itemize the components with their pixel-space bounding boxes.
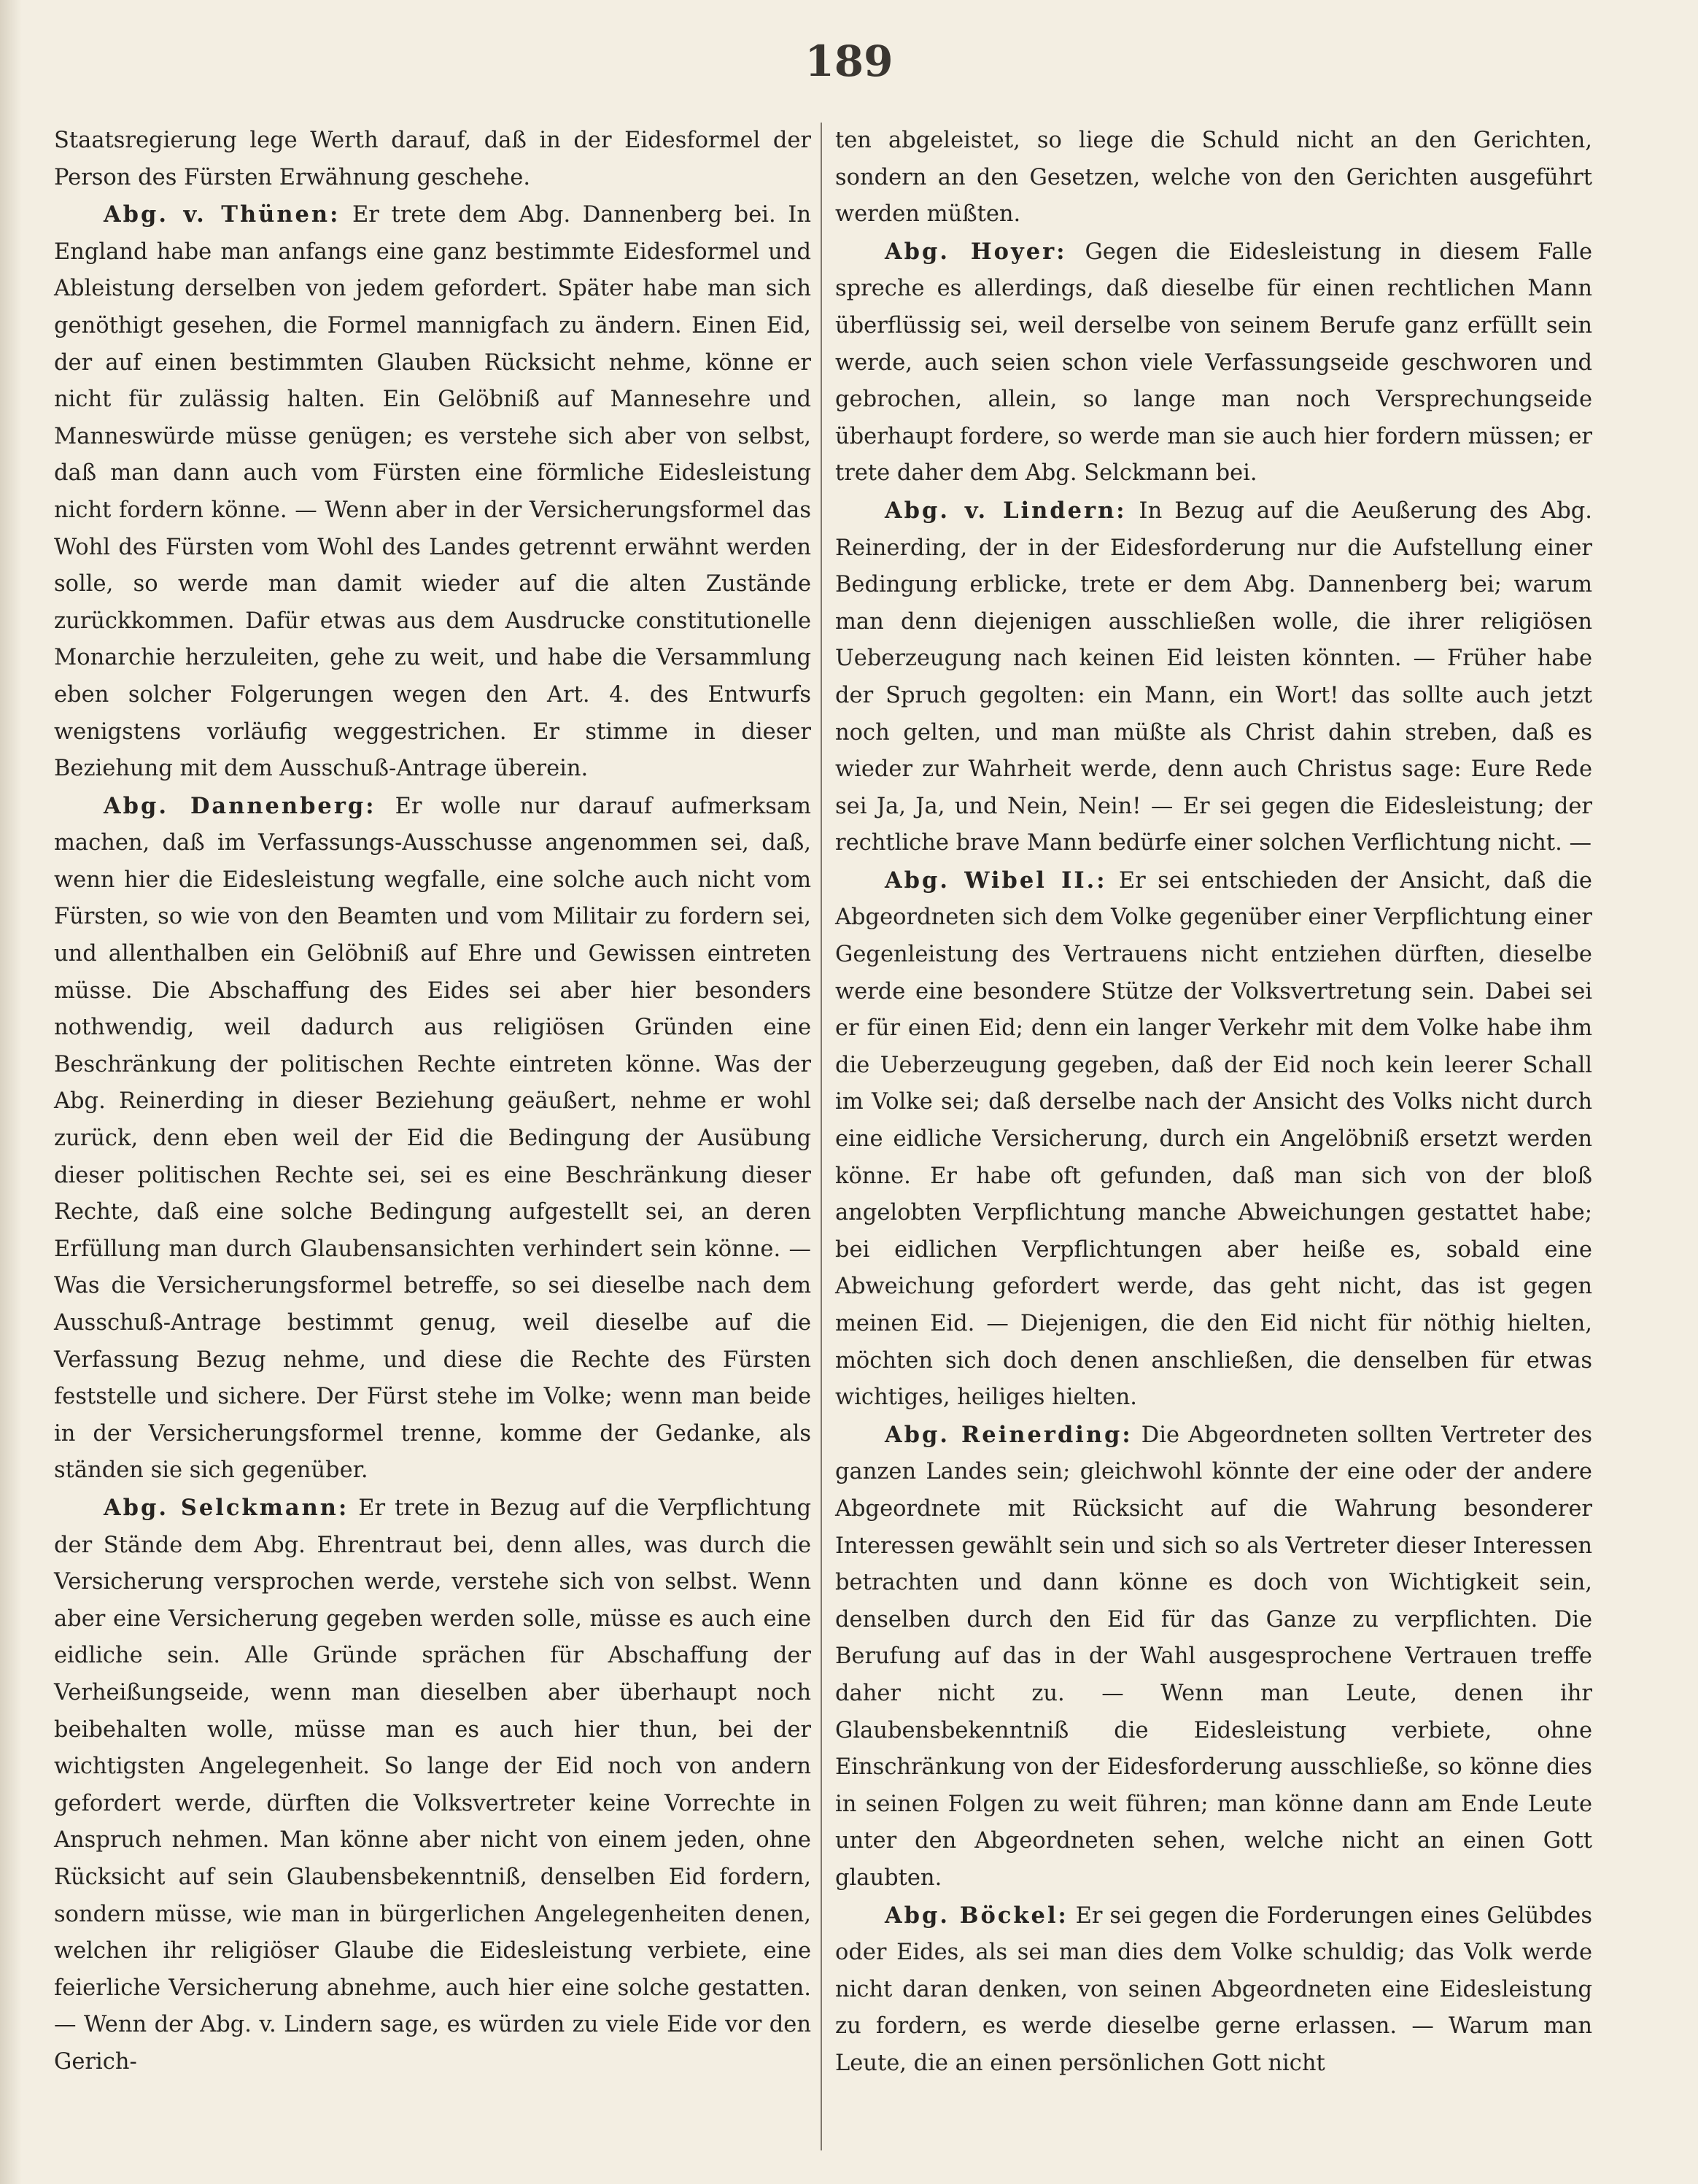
paragraph xyxy=(54,123,811,196)
paragraph xyxy=(835,492,1592,862)
paragraph-text: Er wolle nur darauf aufmerksam machen, daß im Verfassungs-Ausschusse angenommen sei, daß, wenn hier die Eidesleistung wegfalle, eine solche auch nicht vom Fürsten, so wie von den Beamten und vom Militair zu fordern sei, und allenthalben ein Gelöbniß auf Ehre und Gewissen eintreten müsse. Die Abschaffung des Eides sei aber hier besonders nothwendig, weil dadurch aus religiösen Gründen eine Beschränkung der politischen Rechte eintreten könne. Was der Abg. Reinerding in dieser Beziehung geäußert, nehme er wohl zurück, denn eben weil der Eid die Bedingung der Ausübung dieser politischen Rechte sei, sei es eine Beschränkung dieser Rechte, daß eine solche Bedingung aufgestellt sei, an deren Erfüllung man durch Glaubensansichten verhindert sein könne. — Was die Versicherungsformel betreffe, so sei dieselbe nach dem Ausschuß-Antrage bestimmt genug, weil dieselbe auf die Verfassung Bezug nehme, und diese die Rechte des Fürsten feststelle und sichere. Der Fürst stehe im Volke; wenn man beide in der Versicherungsformel trenne, komme der Gedanke, als ständen sie sich gegenüber. xyxy=(54,793,811,1484)
paragraph xyxy=(835,233,1592,492)
binding-shadow xyxy=(0,0,22,2184)
page-number: 189 xyxy=(805,36,893,86)
paragraph xyxy=(835,1417,1592,1897)
speaker-label: Abg. Dannenberg: xyxy=(104,792,376,819)
speaker-label: Abg. Wibel II.: xyxy=(885,867,1107,894)
speaker-label: Abg. Reinerding: xyxy=(885,1421,1133,1448)
paragraph-text: Er sei entschieden der Ansicht, daß die Abgeordneten sich dem Volke gegenüber einer Verpflichtung einer Gegenleistung des Vertrauens nicht entziehen dürften, dieselbe werde eine besondere Stütze der Volksvertretung sein. Dabei sei er für einen Eid; denn ein langer Verkehr mit dem Volke habe ihm die Ueberzeugung gegeben, daß der Eid noch kein leerer Schall im Volke sei; daß derselbe nach der Ansicht des Volks nicht durch eine eidliche Versicherung, durch ein Angelöbniß ersetzt werden könne. Er habe oft gefunden, daß man sich von der bloß angelobten Verpflichtung manche Abweichungen gestattet habe; bei eidlichen Verpflichtungen aber heiße es, sobald eine Abweichung gefordert werde, das geht nicht, das ist gegen meinen Eid. — Diejenigen, die den Eid nicht für nöthig hielten, möchten sich doch denen anschließen, die denselben für etwas wichtiges, heiliges hielten. xyxy=(835,867,1592,1411)
paragraph-text: ten abgeleistet, so liege die Schuld nicht an den Gerichten, sondern an den Gesetzen, welche von den Gerichten ausgeführt werden müßten. xyxy=(835,128,1592,228)
speaker-label: Abg. v. Thünen: xyxy=(104,201,341,228)
paragraph xyxy=(54,1490,811,2081)
paragraph xyxy=(54,788,811,1490)
speaker-label: Abg. Böckel: xyxy=(885,1902,1069,1929)
column-divider xyxy=(821,123,822,2150)
paragraph-text: Staatsregierung lege Werth darauf, daß in der Eidesformel der Person des Fürsten Erwähnung geschehe. xyxy=(54,128,811,190)
paragraph-text: Die Abgeordneten sollten Vertreter des ganzen Landes sein; gleichwohl könnte der eine oder der andere Abgeordnete mit Rücksicht auf die Wahrung besonderer Interessen gewählt sein und sich so als Vertreter dieser Interessen betrachten und dann könne es doch von Wichtigkeit sein, denselben durch den Eid für das Ganze zu verpflichten. Die Berufung auf das in der Wahl ausgesprochene Vertrauen treffe daher nicht zu. — Wenn man Leute, denen ihr Glaubensbekenntniß die Eidesleistung verbiete, ohne Einschränkung von der Eidesforderung ausschließe, so könne dies in seinen Folgen zu weit führen; man könne dann am Ende Leute unter den Abgeordneten sehen, welche nicht an einen Gott glaubten. xyxy=(835,1422,1592,1891)
paragraph-text: In Bezug auf die Aeußerung des Abg. Reinerding, der in der Eidesforderung nur die Aufstellung einer Bedingung erblicke, trete er dem Abg. Dannenberg bei; warum man denn diejenigen ausschließen wolle, die ihrer religiösen Ueberzeugung nach keinen Eid leisten könnten. — Früher habe der Spruch gegolten: ein Mann, ein Wort! das sollte auch jetzt noch gelten, und man müßte als Christ dahin streben, daß es wieder zur Wahrheit werde, denn auch Christus sage: Eure Rede sei Ja, Ja, und Nein, Nein! — Er sei gegen die Eidesleistung; der rechtliche brave Mann bedürfe einer solchen Verflichtung nicht. — xyxy=(835,497,1592,856)
paragraph xyxy=(835,862,1592,1417)
speaker-label: Abg. Selckmann: xyxy=(104,1494,349,1521)
paragraph xyxy=(54,196,811,788)
speaker-label: Abg. v. Lindern: xyxy=(885,497,1127,524)
paragraph-text: Er trete dem Abg. Dannenberg bei. In England habe man anfangs eine ganz bestimmte Eidesformel und Ableistung derselben von jedem gefordert. Später habe man sich genöthigt gesehen, die Formel mannigfach zu ändern. Einen Eid, der auf einen bestimmten Glauben Rücksicht nehme, könne er nicht für zulässig halten. Ein Gelöbniß auf Mannesehre und Manneswürde müsse genügen; es verstehe sich aber von selbst, daß man dann auch vom Fürsten eine förmliche Eidesleistung nicht fordern könne. — Wenn aber in der Versicherungsformel das Wohl des Fürsten vom Wohl des Landes getrennt erwähnt werden solle, so werde man damit wieder auf die alten Zustände zurückkommen. Dafür etwas aus dem Ausdrucke constitutionelle Monarchie herzuleiten, gehe zu weit, und habe die Versammlung eben solcher Folgerungen wegen den Art. 4. des Entwurfs wenigstens vorläufig weggestrichen. Er stimme in dieser Beziehung mit dem Ausschuß-Antrage überein. xyxy=(54,202,811,782)
speaker-label: Abg. Hoyer: xyxy=(885,238,1067,265)
left-column xyxy=(54,123,811,2080)
paragraph-text: Gegen die Eidesleistung in diesem Falle spreche es allerdings, daß dieselbe für einen rechtlichen Mann überflüssig sei, weil derselbe von seinem Berufe ganz erfüllt sein werde, auch seien schon viele Verfassungseide geschworen und gebrochen, allein, so lange man noch Versprechungseide überhaupt fordere, so werde man sie auch hier fordern müssen; er trete daher dem Abg. Selckmann bei. xyxy=(835,239,1592,487)
paragraph xyxy=(835,1897,1592,2083)
paragraph-text: Er trete in Bezug auf die Verpflichtung der Stände dem Abg. Ehrentraut bei, denn alles, was durch die Versicherung versprochen werde, verstehe sich von selbst. Wenn aber eine Versicherung gegeben werden solle, müsse es auch eine eidliche sein. Alle Gründe sprächen für Abschaffung der Verheißungseide, wenn man dieselben aber überhaupt noch beibehalten wolle, müsse man es auch hier thun, bei der wichtigsten Angelegenheit. So lange der Eid noch von andern gefordert werde, dürften die Volksvertreter keine Vorrechte in Anspruch nehmen. Man könne aber nicht von einem jeden, ohne Rücksicht auf sein Glaubensbekenntniß, denselben Eid fordern, sondern müsse, wie man in bürgerlichen Angelegenheiten denen, welchen ihr religiöser Glaube die Eidesleistung verbiete, eine feierliche Versicherung abnehme, auch hier eine solche gestatten. — Wenn der Abg. v. Lindern sage, es würden zu viele Eide vor den Gerich- xyxy=(54,1495,811,2075)
paragraph xyxy=(835,123,1592,233)
paragraph-text: Er sei gegen die Forderungen eines Gelübdes oder Eides, als sei man dies dem Volke schuldig; das Volk werde nicht daran denken, von seinen Abgeordneten eine Eidesleistung zu fordern, es werde dieselbe gerne erlassen. — Warum man Leute, die an einen persönlichen Gott nicht xyxy=(835,1902,1592,2076)
right-column xyxy=(835,123,1592,2082)
